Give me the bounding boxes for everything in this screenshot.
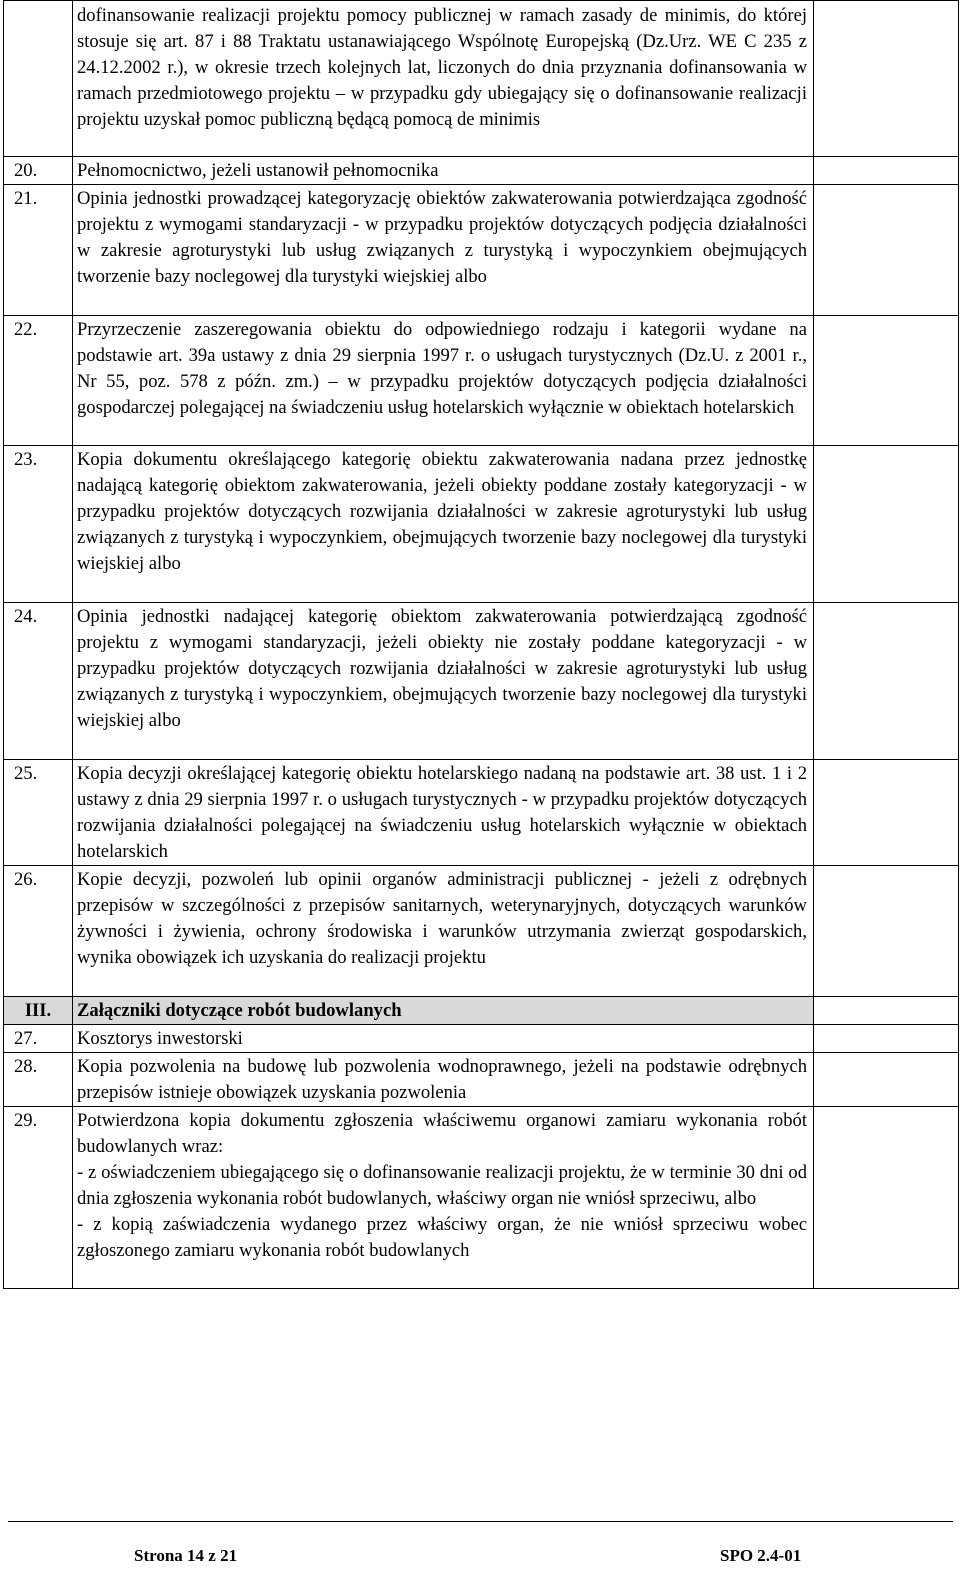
item-text: Opinia jednostki prowadzącej kategoryzację obiektów zakwaterowania potwierdzająca zgodność projektu z wymogami standaryzacji - w przypadku projektów dotyczących podjęcia działalności w zakresie agroturystyki lub usług związanych z turystyką i wypoczynkiem obejmujących tworzenie bazy noclegowej dla turystyki wiejskiej albo <box>73 185 814 316</box>
section-header-row <box>4 997 959 1025</box>
item-text: Kosztorys inwestorski <box>73 1025 814 1053</box>
section-number: III. <box>4 997 73 1025</box>
empty-cell <box>814 760 959 866</box>
item-text: dofinansowanie realizacji projektu pomocy publicznej w ramach zasady de minimis, do której stosuje się art. 87 i 88 Traktatu ustanawiającego Wspólnotę Europejską (Dz.Urz. WE C 235 z 24.12.2002 r.), w okresie trzech kolejnych lat, liczonych do dnia przyznania dofinansowania w ramach przedmiotowego projektu – w przypadku gdy ubiegający się o dofinansowanie realizacji projektu uzyskał pomoc publiczną będącą pomocą de minimis <box>73 1 814 157</box>
item-number: 27. <box>4 1025 73 1053</box>
table-row <box>4 1053 959 1107</box>
table-row <box>4 316 959 446</box>
page-number: Strona 14 z 21 <box>134 1546 238 1565</box>
item-number: 20. <box>4 157 73 185</box>
empty-cell <box>814 1025 959 1053</box>
item-number: 25. <box>4 760 73 866</box>
table-row <box>4 1 959 157</box>
document-code: SPO 2.4-01 <box>720 1546 802 1565</box>
item-text-line: - z oświadczeniem ubiegającego się o dofinansowanie realizacji projektu, że w terminie 30 dni od dnia zgłoszenia wykonania robót budowlanych, właściwy organ nie wniósł sprzeciwu, albo <box>77 1162 807 1209</box>
table-row <box>4 185 959 316</box>
item-text: Opinia jednostki nadającej kategorię obiektom zakwaterowania potwierdzającą zgodność projektu z wymogami standaryzacji, jeżeli obiekty nie zostały poddane kategoryzacji - w przypadku projektów dotyczących rozwijania działalności w zakresie agroturystyki lub usług związanych z turystyką i wypoczynkiem, obejmujących tworzenie bazy noclegowej dla turystyki wiejskiej albo <box>73 603 814 760</box>
empty-cell <box>814 1107 959 1289</box>
table-row <box>4 157 959 185</box>
item-text-line: - z kopią zaświadczenia wydanego przez właściwy organ, że nie wniósł sprzeciwu wobec zgłoszonego zamiaru wykonania robót budowlanych <box>77 1214 807 1261</box>
empty-cell <box>814 866 959 997</box>
empty-cell <box>814 603 959 760</box>
table-row <box>4 866 959 997</box>
item-number: 28. <box>4 1053 73 1107</box>
item-text: Kopie decyzji, pozwoleń lub opinii organów administracji publicznej - jeżeli z odrębnych przepisów w szczególności z przepisów sanitarnych, weterynaryjnych, dotyczących warunków żywności i żywienia, ochrony środowiska i warunków utrzymania zwierząt gospodarskich, wynika obowiązek ich uzyskania do realizacji projektu <box>73 866 814 997</box>
item-text: Kopia dokumentu określającego kategorię obiektu zakwaterowania nadana przez jednostkę nadającą kategorię obiektom zakwaterowania, jeżeli obiekty poddane zostały kategoryzacji - w przypadku projektów dotyczących rozwijania działalności w zakresie agroturystyki lub usług związanych z turystyką i wypoczynkiem, obejmujących tworzenie bazy noclegowej dla turystyki wiejskiej albo <box>73 446 814 603</box>
item-text-line: Potwierdzona kopia dokumentu zgłoszenia właściwemu organowi zamiaru wykonania robót budowlanych wraz: <box>77 1110 807 1157</box>
empty-cell <box>814 316 959 446</box>
table-row <box>4 760 959 866</box>
empty-cell <box>814 1053 959 1107</box>
empty-cell <box>814 997 959 1025</box>
table-row <box>4 1025 959 1053</box>
empty-cell <box>814 157 959 185</box>
item-text: Kopia pozwolenia na budowę lub pozwolenia wodnoprawnego, jeżeli na podstawie odrębnych przepisów istnieje obowiązek uzyskania pozwolenia <box>73 1053 814 1107</box>
item-text <box>73 1107 814 1289</box>
item-number: 22. <box>4 316 73 446</box>
attachments-table <box>3 0 959 1289</box>
item-number: 23. <box>4 446 73 603</box>
item-text: Pełnomocnictwo, jeżeli ustanowił pełnomocnika <box>73 157 814 185</box>
section-title: Załączniki dotyczące robót budowlanych <box>73 997 814 1025</box>
item-number: 21. <box>4 185 73 316</box>
empty-cell <box>814 185 959 316</box>
item-number: 29. <box>4 1107 73 1289</box>
table-row <box>4 446 959 603</box>
empty-cell <box>814 1 959 157</box>
item-number: 26. <box>4 866 73 997</box>
table-row <box>4 603 959 760</box>
item-number: 24. <box>4 603 73 760</box>
empty-cell <box>814 446 959 603</box>
item-text: Przyrzeczenie zaszeregowania obiektu do odpowiedniego rodzaju i kategorii wydane na podstawie art. 39a ustawy z dnia 29 sierpnia 1997 r. o usługach turystycznych (Dz.U. z 2001 r., Nr 55, poz. 578 z późn. zm.) – w przypadku projektów dotyczących podjęcia działalności gospodarczej polegającej na świadczeniu usług hotelarskich wyłącznie w obiektach hotelarskich <box>73 316 814 446</box>
table-row <box>4 1107 959 1289</box>
item-text: Kopia decyzji określającej kategorię obiektu hotelarskiego nadaną na podstawie art. 38 ust. 1 i 2 ustawy z dnia 29 sierpnia 1997 r. o usługach turystycznych - w przypadku projektów dotyczących rozwijania działalności polegającej na świadczeniu usług hotelarskich wyłącznie w obiektach hotelarskich <box>73 760 814 866</box>
footer-divider <box>8 1521 953 1522</box>
item-number <box>4 1 73 157</box>
